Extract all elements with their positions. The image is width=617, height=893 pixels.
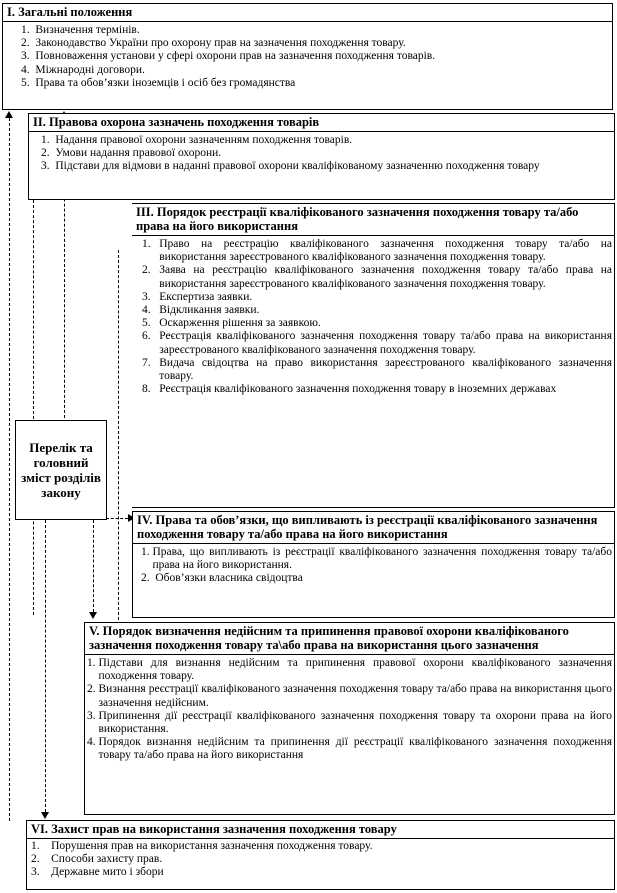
center-label-box: [15, 420, 107, 520]
section-4-box: [132, 511, 615, 618]
list-item: 4. Відкликання заявки.: [142, 304, 260, 317]
list-item: 3. Державне мито і збори: [31, 866, 164, 879]
list-item: 8. Реєстрація кваліфікованого зазначення походження товару в іноземних державах: [142, 383, 557, 396]
section-title: IV. Права та обов’язки, що випливають із реєстрації кваліфікованого зазначення походження товару та/або права на його використання: [133, 512, 614, 544]
section-list: [85, 655, 614, 763]
section-2-box: [28, 113, 615, 200]
section-list: [29, 132, 614, 174]
list-item: 2. Умови надання правової охорони.: [41, 147, 222, 160]
section-title: V. Порядок визначення недійсним та припинення правової охорони кваліфікованого зазначення походження товару та\або права на використання цього зазначення: [85, 623, 614, 655]
list-item: 1. Права, що випливають із реєстрації кваліфікованого зазначення походження товару та/або права на його використання.: [141, 546, 612, 572]
list-item: 3. Припинення дії реєстрації кваліфікованого зазначення походження товару та охорони права на його використання.: [87, 709, 612, 736]
list-item: 6. Реєстрація кваліфікованого зазначення походження товару та/або права на використання зареєстрованого кваліфікованого зазначення походження товару.: [142, 330, 612, 356]
section-3-box: [132, 203, 615, 508]
connector-line: [45, 520, 46, 812]
list-item: 3. Експертиза заявки.: [142, 290, 253, 303]
section-6-box: [26, 820, 615, 890]
list-item: 1. Підстави для визнання недійсним та припинення правової охорони кваліфікованого зазначення походження товару.: [87, 657, 612, 683]
list-item: 1. Порушення прав на використання зазначення походження товару.: [31, 840, 373, 852]
list-item: 2. Заява на реєстрацію кваліфікованого зазначення походження товару та/або права на використання зареєстрованого кваліфікованого зазначення походження товару.: [142, 264, 612, 290]
list-item: 2. Способи захисту прав.: [31, 853, 163, 866]
list-item: 1. Надання правової охорони зазначенням походження товарів.: [41, 134, 353, 146]
section-5-box: [84, 622, 615, 815]
connector-line: [9, 118, 10, 821]
list-item: 1. Визначення термінів.: [21, 24, 140, 36]
section-title: I. Загальні положення: [3, 4, 612, 22]
arrow-up-icon: [5, 111, 13, 118]
section-title: VI. Захист прав на використання зазначення походження товару: [27, 821, 614, 839]
arrow-down-icon: [41, 812, 49, 819]
list-item: 3. Підстави для відмови в наданні правової охорони кваліфікованому зазначенню походження товару: [41, 160, 540, 173]
list-item: 3. Повноваження установи у сфері охорони прав на зазначення походження товарів.: [21, 50, 436, 63]
list-item: 7. Видача свідоцтва на право використання зареєстрованого кваліфікованого зазначення товару.: [142, 356, 612, 383]
center-label: Перелік та головний зміст розділів закону: [21, 440, 101, 500]
section-list: [3, 22, 612, 90]
section-list: [132, 236, 614, 396]
list-item: 5. Оскарження рішення за заявкою.: [142, 317, 321, 330]
section-title: III. Порядок реєстрації кваліфікованого зазначення походження товару та/або права на його використання: [132, 204, 614, 236]
list-item: 1. Право на реєстрацію кваліфікованого зазначення походження товару та/або на використання зареєстрованого кваліфікованого зазначення походження товару.: [142, 238, 612, 264]
list-item: 2. Законодавство України про охорону прав на зазначення походження товару.: [21, 37, 406, 50]
section-title: II. Правова охорона зазначень походження товарів: [29, 114, 614, 132]
list-item: 4. Порядок визнання недійсним та припинення дії реєстрації кваліфікованого зазначення походження товару та/або права на його використання: [87, 736, 612, 762]
section-list: [133, 544, 614, 586]
list-item: 5. Права та обов’язки іноземців і осіб без громадянства: [21, 76, 296, 89]
list-item: 2. Визнання реєстрації кваліфікованого зазначення походження товару та/або права на використання цього зазначення недійсним.: [87, 683, 612, 709]
connector-line: [118, 250, 119, 620]
connector-line: [106, 518, 128, 519]
arrow-down-icon: [89, 612, 97, 619]
connector-line: [93, 520, 94, 612]
list-item: 4. Міжнародні договори.: [21, 63, 145, 76]
list-item: 2. Обов’язки власника свідоцтва: [141, 572, 303, 585]
section-list: [27, 839, 614, 880]
connector-line: [33, 200, 34, 615]
section-1-box: [2, 3, 613, 110]
